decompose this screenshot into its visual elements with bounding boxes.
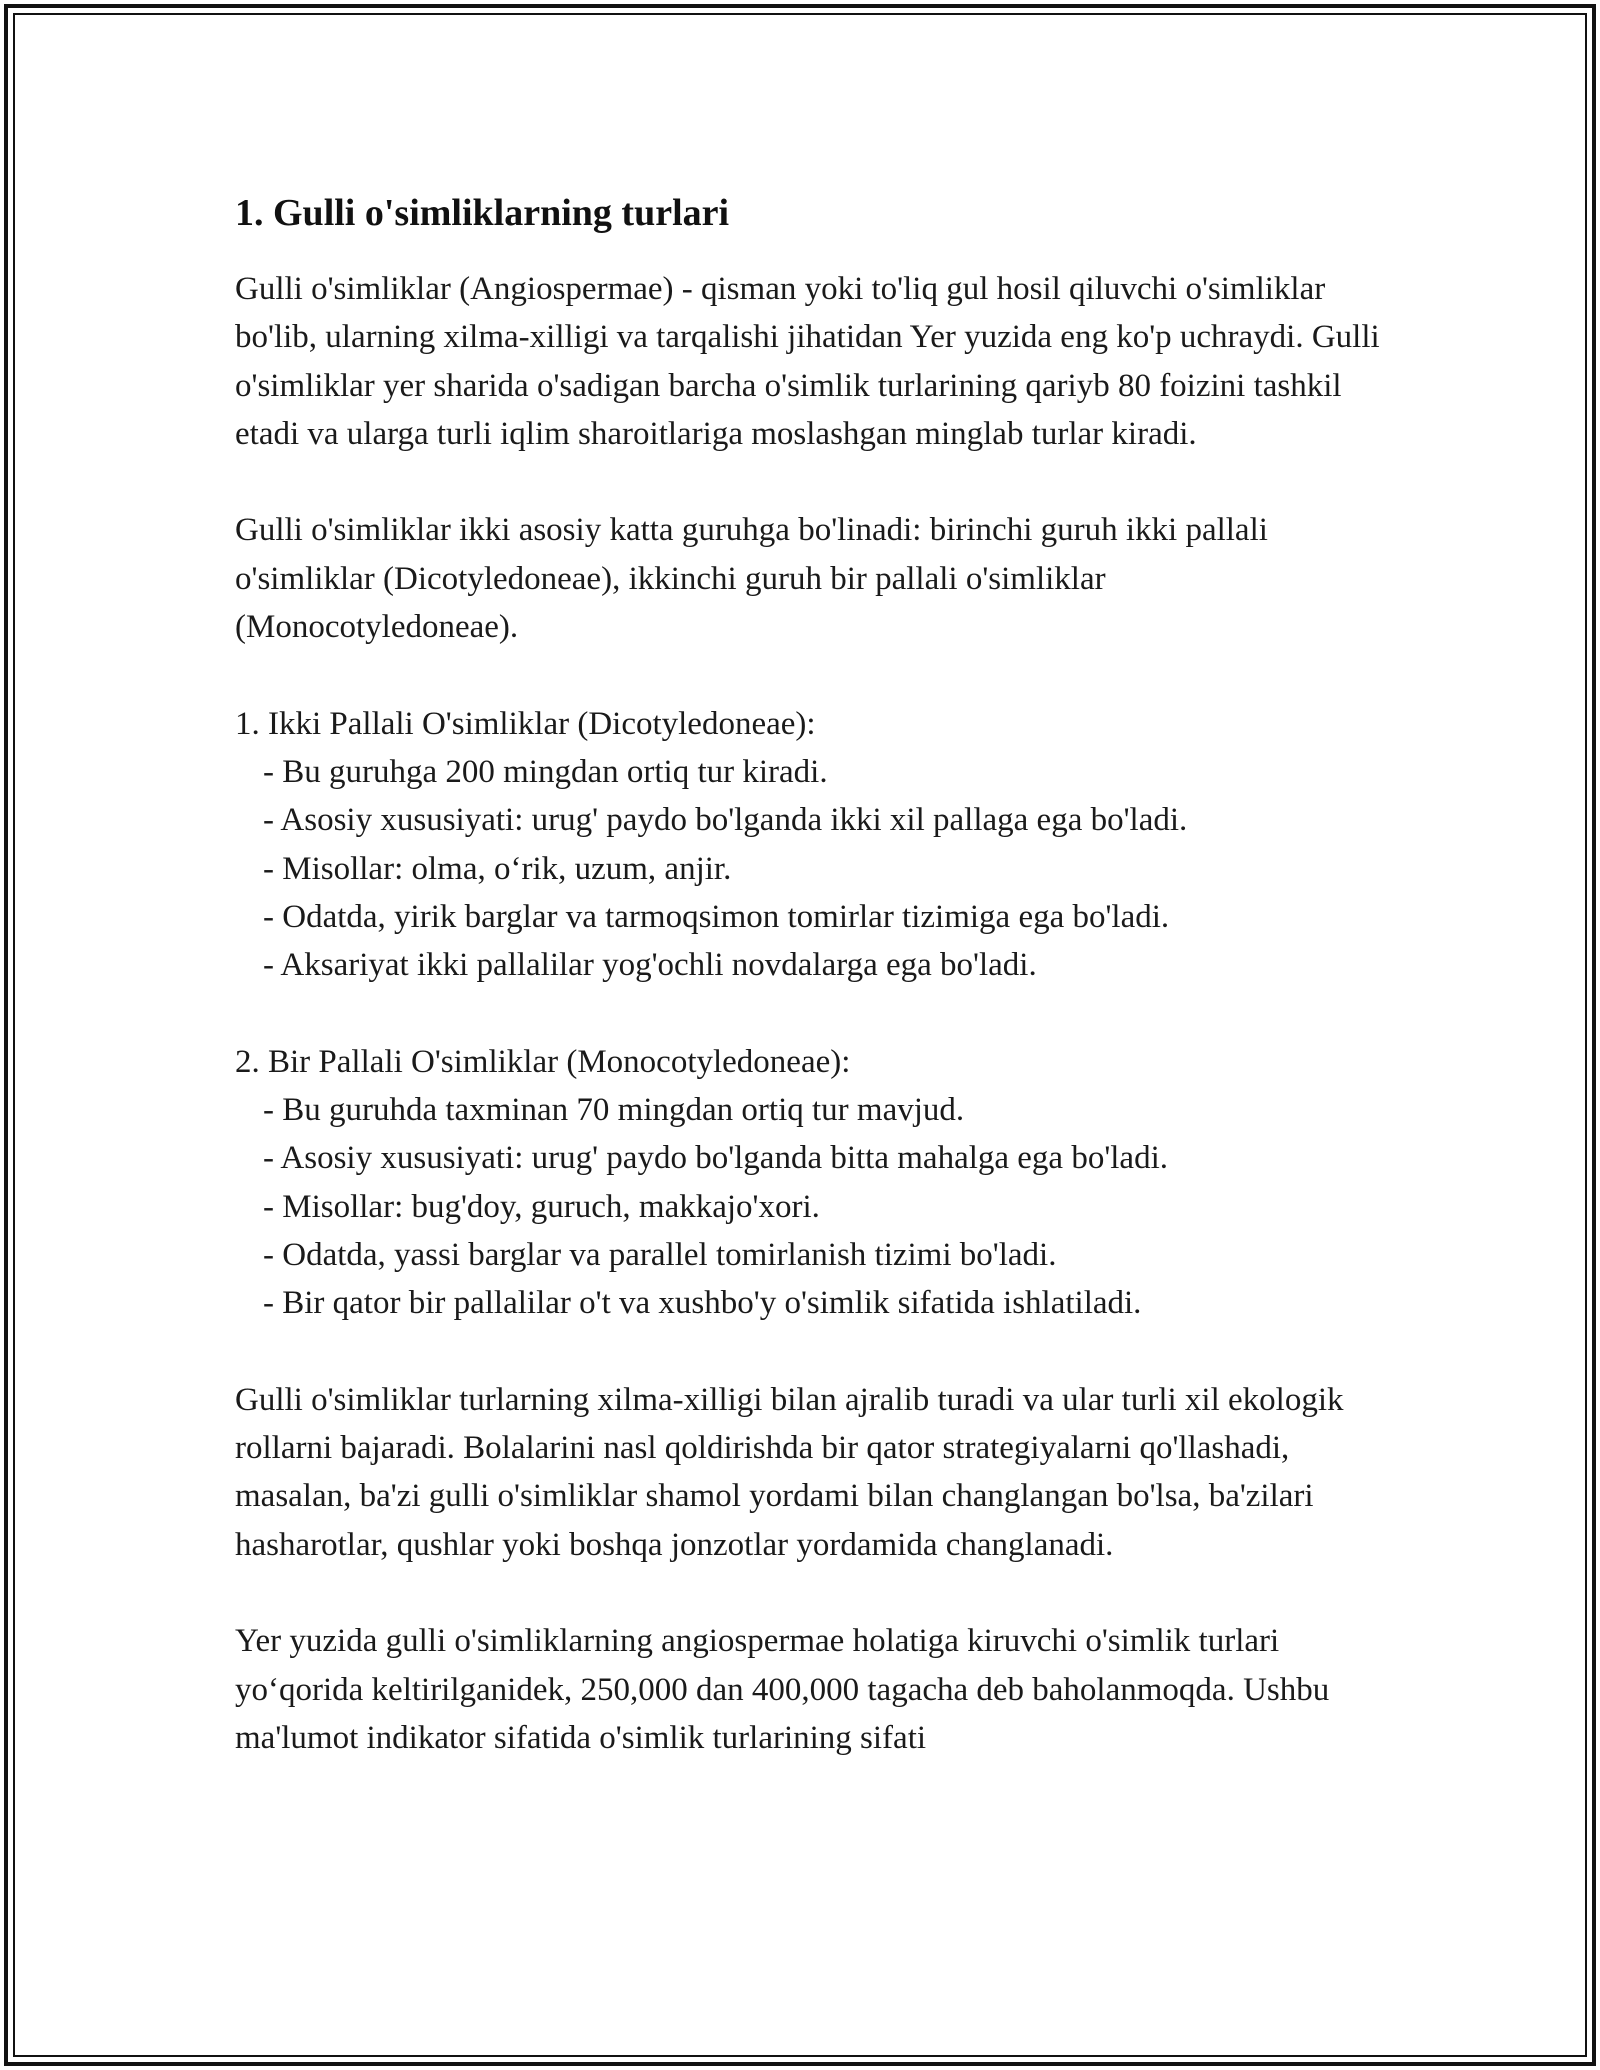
section-title: 1. Gulli o'simliklarning turlari (235, 192, 730, 234)
list-item: - Aksariyat ikki pallalilar yog'ochli novdalarga ega bo'ladi. (263, 947, 1037, 984)
list-item: - Bir qator bir pallalilar o't va xushbo'y o'simlik sifatida ishlatiladi. (263, 1285, 1142, 1322)
list-item: - Odatda, yassi barglar va parallel tomirlanish tizimi bo'ladi. (263, 1236, 1057, 1273)
monocot-heading: 2. Bir Pallali O'simliklar (Monocotyledoneae): (235, 1043, 851, 1080)
list-item: - Odatda, yirik barglar va tarmoqsimon tomirlar tizimiga ega bo'ladi. (263, 898, 1170, 935)
list-item: - Asosiy xususiyati: urug' paydo bo'lganda ikki xil pallaga ega bo'ladi. (263, 802, 1188, 839)
list-item: - Bu guruhga 200 mingdan ortiq tur kiradi. (263, 753, 828, 790)
dicot-group (235, 700, 1385, 990)
closing-paragraph: Yer yuzida gulli o'simliklarning angiospermae holatiga kiruvchi o'simlik turlari yo‘qorida keltirilganidek, 250,000 dan 400,000 tagacha deb baholanmoqda. Ushbu ma'lumot indikator sifatida o'simlik turlarining sifati (235, 1623, 1330, 1756)
list-item: - Bu guruhda taxminan 70 mingdan ortiq tur mavjud. (263, 1092, 965, 1129)
list-item: - Misollar: olma, o‘rik, uzum, anjir. (263, 850, 732, 887)
monocot-group (235, 1038, 1385, 1328)
division-paragraph: Gulli o'simliklar ikki asosiy katta guruhga bo'linadi: birinchi guruh ikki pallali o'simliklar (Dicotyledoneae), ikkinchi guruh bir pallali o'simliklar (Monocotyledoneae). (235, 512, 1268, 646)
document-body (235, 185, 1385, 1811)
dicot-heading: 1. Ikki Pallali O'simliklar (Dicotyledoneae): (235, 705, 816, 742)
list-item: - Misollar: bug'doy, guruch, makkajo'xori. (263, 1188, 820, 1225)
list-item: - Asosiy xususiyati: urug' paydo bo'lganda bitta mahalga ega bo'ladi. (263, 1140, 1169, 1177)
diversity-paragraph: Gulli o'simliklar turlarning xilma-xilligi bilan ajralib turadi va ular turli xil ekologik rollarni bajaradi. Bolalarini nasl qoldirishda bir qator strategiyalarni qo'llashadi, masalan, ba'zi gulli o'simliklar shamol yordami bilan changlangan bo'lsa, ba'zilari hasharotlar, qushlar yoki boshqa jonzotlar yordamida changlanadi. (235, 1381, 1344, 1563)
intro-paragraph: Gulli o'simliklar (Angiospermae) - qisman yoki to'liq gul hosil qiluvchi o'simliklar bo'lib, ularning xilma-xilligi va tarqalishi jihatidan Yer yuzida eng ko'p uchraydi. Gulli o'simliklar yer sharida o'sadigan barcha o'simlik turlarining qariyb 80 foizini tashkil etadi va ularga turli iqlim sharoitlariga moslashgan minglab turlar kiradi. (235, 271, 1380, 452)
